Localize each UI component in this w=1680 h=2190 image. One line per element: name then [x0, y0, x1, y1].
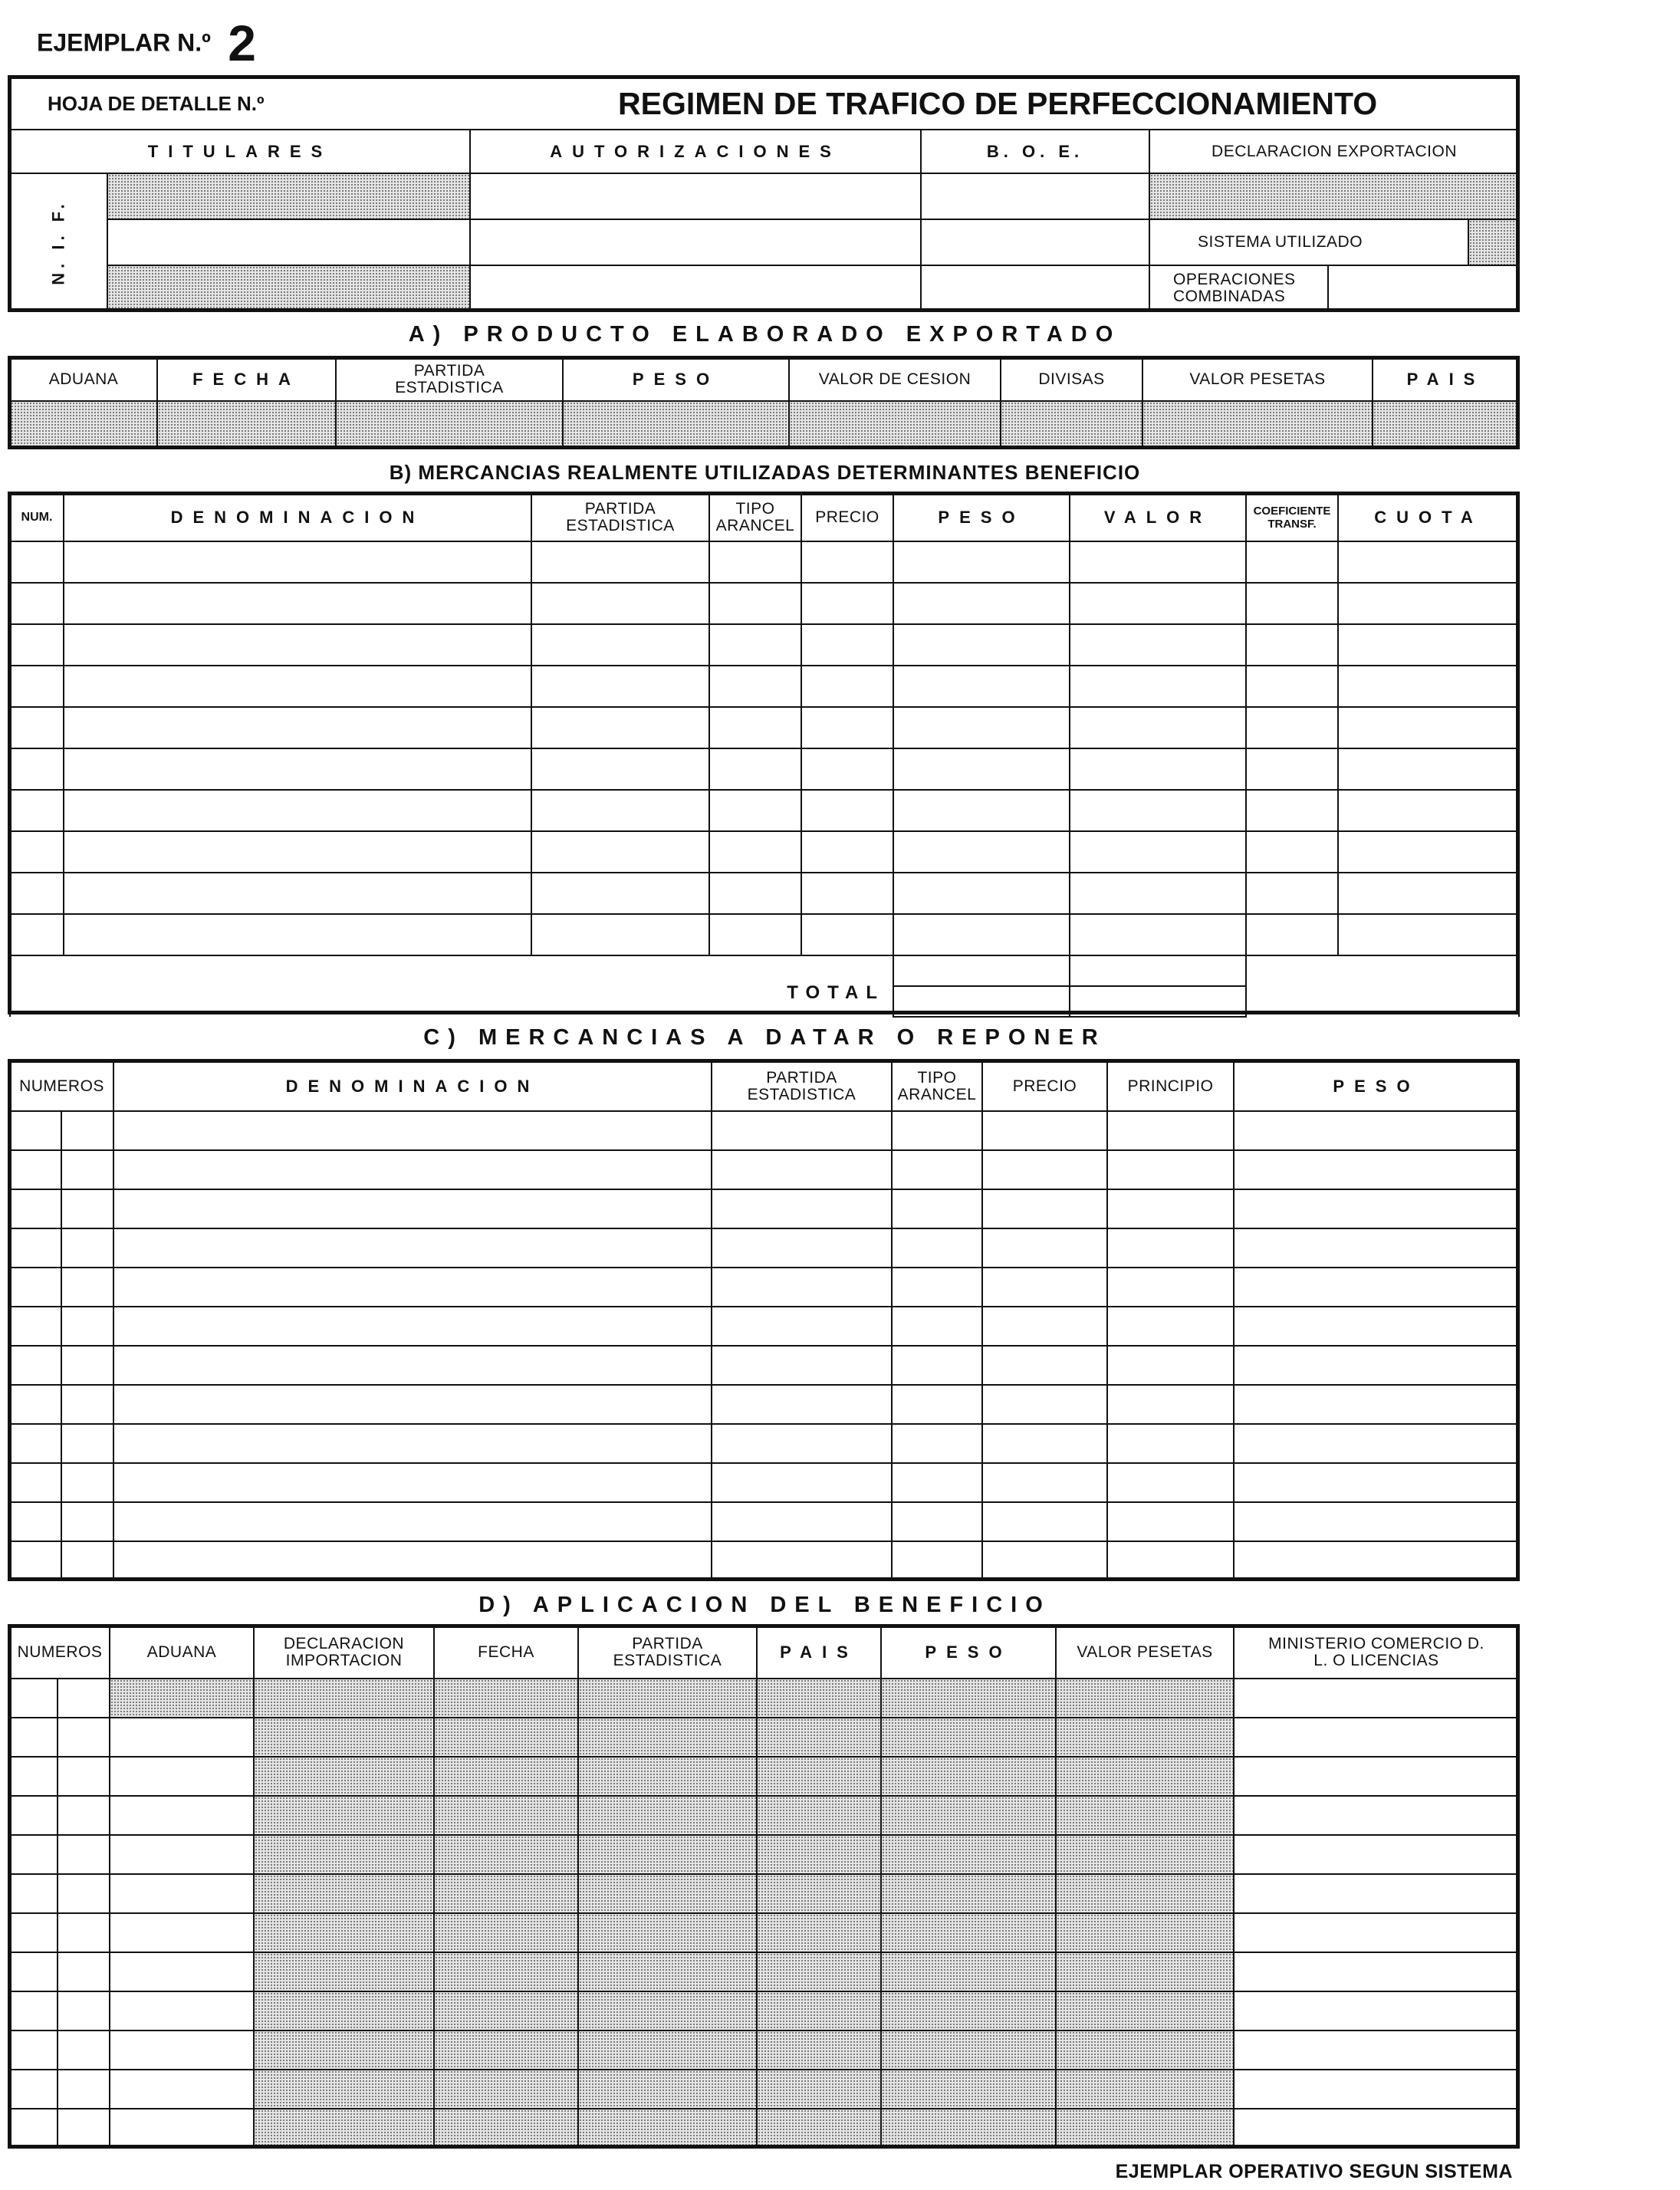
c-data-rows	[10, 1111, 1519, 1580]
autorizacion-field-1[interactable]	[470, 173, 921, 219]
nif-field-3[interactable]	[107, 265, 470, 311]
a-field-aduana[interactable]	[10, 401, 157, 449]
section-d-title: D) APLICACION DEL BENEFICIO	[478, 1593, 1051, 1617]
a-col-partida: PARTIDA ESTADISTICA	[395, 362, 504, 396]
b-col-tipo-arancel: TIPO ARANCEL	[715, 500, 795, 534]
b-total-valor-1[interactable]	[1070, 955, 1246, 986]
d-row-9[interactable]	[10, 1991, 1519, 2031]
c-row-7[interactable]	[10, 1346, 1519, 1385]
c-row-12[interactable]	[10, 1541, 1519, 1580]
b-row-5[interactable]	[10, 707, 1519, 748]
section-a-title: A) PRODUCTO ELABORADO EXPORTADO	[408, 322, 1122, 347]
declaracion-exportacion-field[interactable]	[1149, 173, 1519, 219]
d-row-4[interactable]	[10, 1796, 1519, 1835]
c-row-2[interactable]	[10, 1150, 1519, 1189]
ejemplar-heading	[37, 14, 256, 72]
b-total-peso-2[interactable]	[893, 986, 1070, 1017]
d-col-partida: PARTIDA ESTADISTICA	[613, 1635, 722, 1669]
a-col-pais: PAIS	[1406, 370, 1485, 389]
ejemplar-number: 2	[228, 15, 256, 71]
a-col-divisas: DIVISAS	[1038, 370, 1105, 388]
nif-field-1[interactable]	[107, 173, 470, 219]
a-field-valor-cesion[interactable]	[789, 401, 1001, 449]
boe-header: B. O. E.	[986, 141, 1084, 161]
d-row-3[interactable]	[10, 1757, 1519, 1796]
a-col-valor-pesetas: VALOR PESETAS	[1189, 370, 1326, 388]
c-row-11[interactable]	[10, 1502, 1519, 1541]
b-col-peso: PESO	[938, 508, 1025, 527]
operaciones-combinadas-field[interactable]	[1328, 265, 1519, 311]
d-col-declaracion: DECLARACION IMPORTACION	[283, 1635, 405, 1669]
a-col-peso: PESO	[632, 370, 720, 389]
a-col-valor-cesion: VALOR DE CESION	[818, 370, 972, 388]
b-row-9[interactable]	[10, 873, 1519, 914]
b-row-10[interactable]	[10, 914, 1519, 955]
d-col-pais: PAIS	[780, 1642, 858, 1662]
d-row-10[interactable]	[10, 2031, 1519, 2070]
c-row-4[interactable]	[10, 1228, 1519, 1268]
c-col-tipo-arancel: TIPO ARANCEL	[897, 1068, 977, 1103]
section-c-table	[9, 1060, 1520, 1581]
d-data-rows	[10, 1679, 1519, 2148]
a-field-fecha[interactable]	[157, 401, 336, 449]
d-row-11[interactable]	[10, 2070, 1519, 2109]
b-col-denominacion: DENOMINACION	[170, 508, 425, 527]
a-field-peso[interactable]	[563, 401, 789, 449]
d-row-5[interactable]	[10, 1835, 1519, 1874]
b-total-valor-2[interactable]	[1070, 986, 1246, 1017]
a-col-fecha: FECHA	[192, 370, 301, 389]
c-row-10[interactable]	[10, 1463, 1519, 1502]
a-field-pais[interactable]	[1373, 401, 1519, 449]
d-col-numeros: NUMEROS	[17, 1643, 103, 1661]
c-col-denominacion: DENOMINACION	[285, 1076, 540, 1096]
d-row-12[interactable]	[10, 2109, 1519, 2148]
b-col-coeficiente: COEFICIENTE TRANSF.	[1253, 505, 1331, 531]
b-row-4[interactable]	[10, 666, 1519, 707]
d-col-valor-pesetas: VALOR PESETAS	[1077, 1643, 1213, 1661]
hoja-de-detalle-label: HOJA DE DETALLE N.º	[48, 91, 265, 115]
c-col-peso: PESO	[1333, 1076, 1420, 1096]
c-row-1[interactable]	[10, 1111, 1519, 1150]
autorizacion-field-3[interactable]	[470, 265, 921, 311]
autorizacion-field-2[interactable]	[470, 219, 921, 265]
d-col-aduana: ADUANA	[146, 1643, 217, 1661]
footer-label: EJEMPLAR OPERATIVO SEGUN SISTEMA	[1115, 2161, 1513, 2182]
c-row-9[interactable]	[10, 1424, 1519, 1463]
form-title: REGIMEN DE TRAFICO DE PERFECCIONAMIENTO	[618, 85, 1378, 121]
d-row-7[interactable]	[10, 1913, 1519, 1952]
d-col-fecha: FECHA	[478, 1643, 534, 1661]
d-col-ministerio: MINISTERIO COMERCIO D. L. O LICENCIAS	[1268, 1635, 1484, 1669]
b-col-partida: PARTIDA ESTADISTICA	[566, 500, 675, 534]
b-row-3[interactable]	[10, 624, 1519, 666]
boe-field-3[interactable]	[921, 265, 1149, 311]
declaracion-exportacion-header: DECLARACION EXPORTACION	[1212, 142, 1457, 160]
header-table	[9, 77, 1520, 312]
b-row-6[interactable]	[10, 748, 1519, 790]
autorizaciones-header: AUTORIZACIONES	[550, 141, 841, 161]
c-col-principio: PRINCIPIO	[1127, 1077, 1214, 1095]
section-a-table	[9, 357, 1520, 449]
d-col-peso: PESO	[925, 1642, 1012, 1662]
d-row-2[interactable]	[10, 1718, 1519, 1757]
boe-field-2[interactable]	[921, 219, 1149, 265]
nif-field-2[interactable]	[107, 219, 470, 265]
b-total-peso-1[interactable]	[893, 955, 1070, 986]
b-col-num: NUM.	[21, 511, 53, 524]
sistema-utilizado-field[interactable]	[1468, 219, 1519, 265]
section-c-title: C) MERCANCIAS A DATAR O REPONER	[423, 1025, 1106, 1050]
titulares-header: TITULARES	[147, 141, 333, 161]
b-row-8[interactable]	[10, 831, 1519, 873]
b-row-7[interactable]	[10, 790, 1519, 831]
c-col-precio: PRECIO	[1012, 1077, 1077, 1095]
section-b-title: B) MERCANCIAS REALMENTE UTILIZADAS DETERMINANTES BENEFICIO	[389, 461, 1141, 484]
c-row-6[interactable]	[10, 1307, 1519, 1346]
a-field-divisas[interactable]	[1001, 401, 1142, 449]
b-col-valor: VALOR	[1103, 508, 1212, 527]
c-col-partida: PARTIDA ESTADISTICA	[747, 1068, 856, 1103]
c-row-5[interactable]	[10, 1268, 1519, 1307]
a-col-aduana: ADUANA	[48, 370, 119, 388]
c-row-3[interactable]	[10, 1189, 1519, 1228]
boe-field-1[interactable]	[921, 173, 1149, 219]
b-data-rows	[10, 541, 1519, 955]
a-field-partida[interactable]	[336, 401, 563, 449]
b-col-cuota: CUOTA	[1374, 508, 1483, 527]
b-row-1[interactable]	[10, 541, 1519, 583]
b-total-label: TOTAL	[787, 982, 885, 1003]
section-d-table	[9, 1626, 1520, 2149]
c-row-8[interactable]	[10, 1385, 1519, 1424]
nif-cell	[10, 173, 107, 311]
c-col-numeros: NUMEROS	[19, 1077, 104, 1095]
b-row-2[interactable]	[10, 583, 1519, 624]
a-field-valor-pesetas[interactable]	[1142, 401, 1373, 449]
sistema-utilizado-label: SISTEMA UTILIZADO	[1198, 233, 1363, 251]
b-col-precio: PRECIO	[815, 508, 879, 526]
d-row-6[interactable]	[10, 1874, 1519, 1913]
d-row-1[interactable]	[10, 1679, 1519, 1718]
d-row-8[interactable]	[10, 1952, 1519, 1991]
ejemplar-label: EJEMPLAR N.º	[37, 28, 211, 57]
operaciones-combinadas-label: OPERACIONES COMBINADAS	[1173, 271, 1296, 305]
section-b-table	[9, 493, 1520, 1018]
nif-label: N. I. F.	[48, 199, 68, 285]
